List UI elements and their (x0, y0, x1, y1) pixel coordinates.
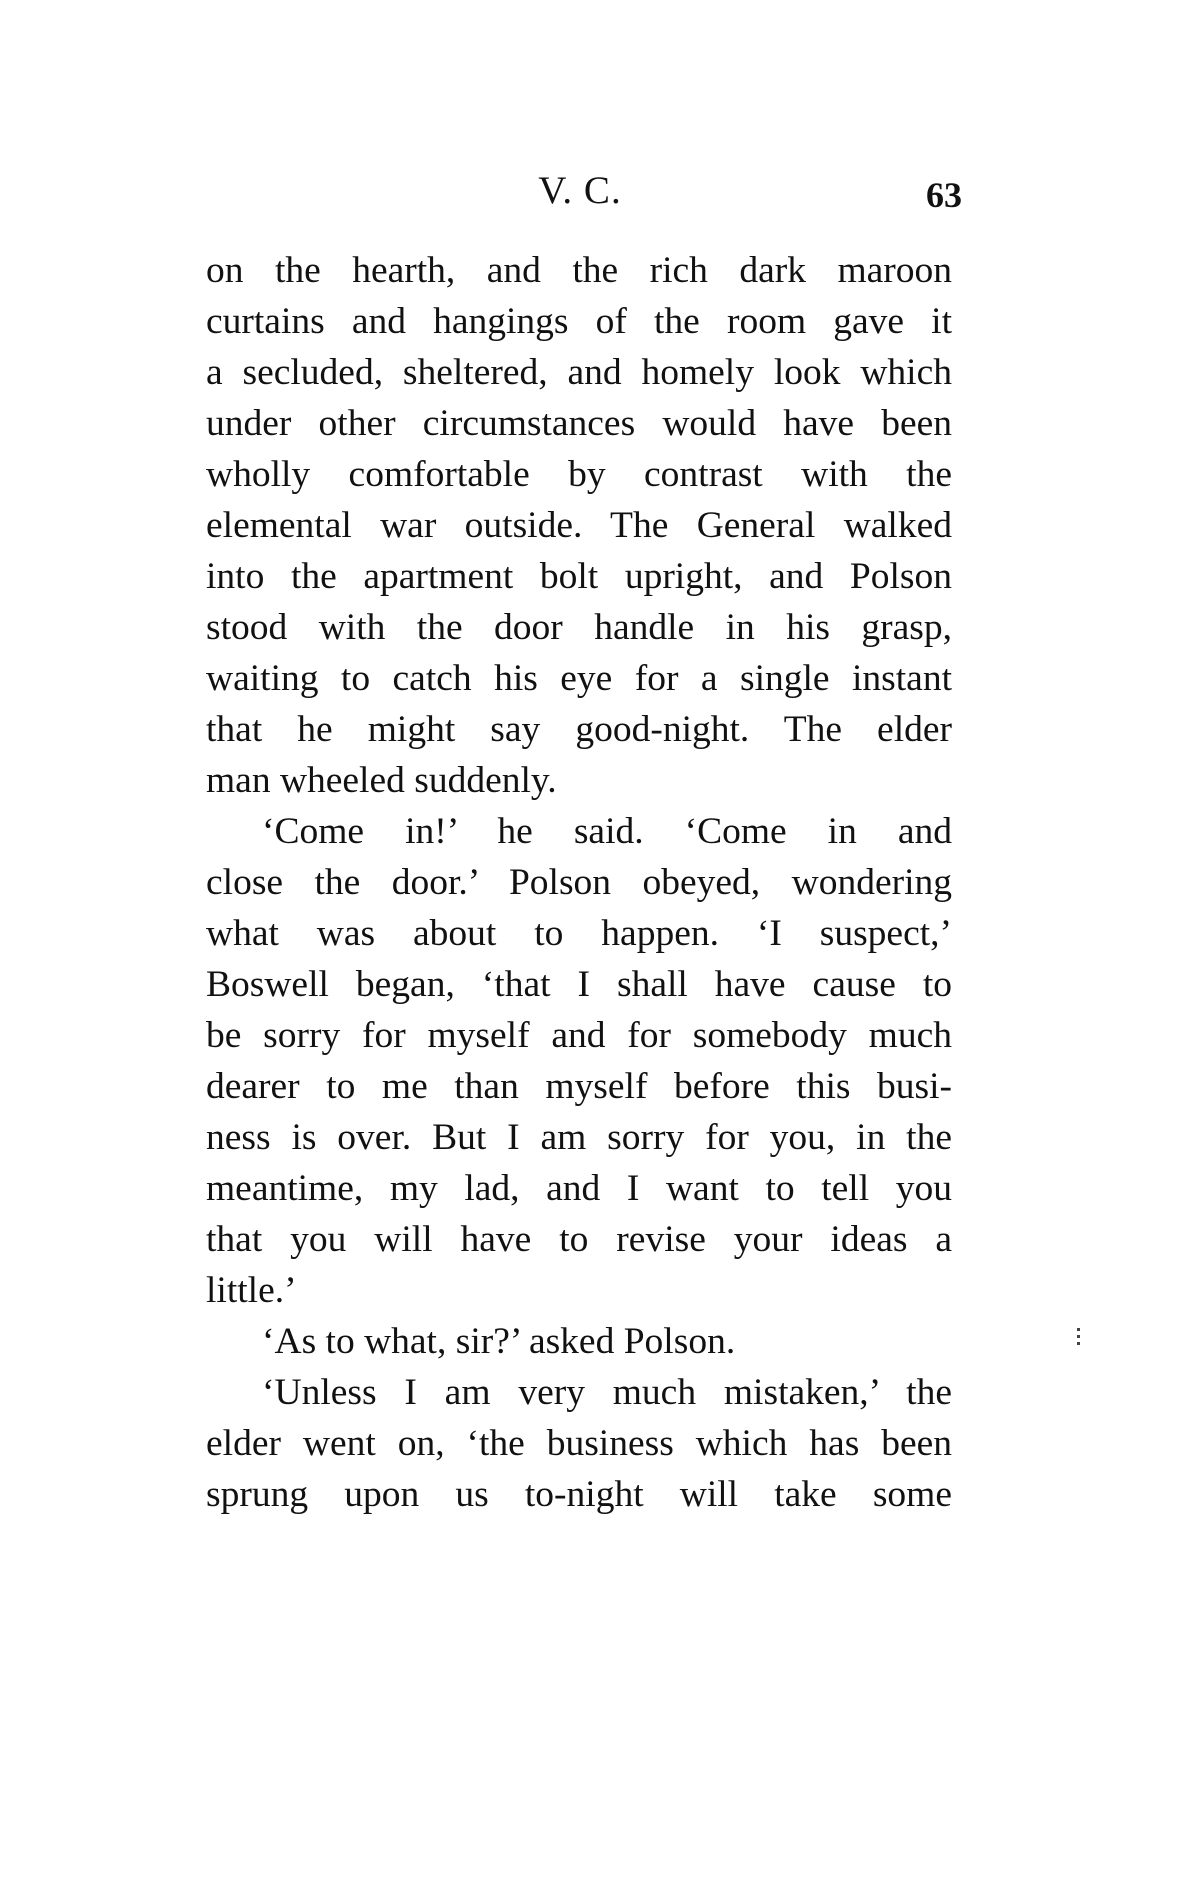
text-line: ‘Come in!’ he said. ‘Come in and (262, 811, 952, 852)
text-line: ‘Unless I am very much mistaken,’ the (262, 1372, 952, 1413)
text-line: under other circumstances would have been (206, 403, 952, 444)
text-line: sprung upon us to-night will take some (206, 1474, 952, 1515)
text-line: stood with the door handle in his grasp, (206, 607, 952, 648)
text-line: ness is over. But I am sorry for you, in the (206, 1117, 952, 1158)
body-text (206, 245, 952, 1520)
text-line: what was about to happen. ‘I suspect,’ (206, 913, 952, 954)
text-line: that he might say good-night. The elder (206, 709, 952, 750)
text-line: on the hearth, and the rich dark maroon (206, 250, 952, 291)
text-line: elder went on, ‘the business which has been (206, 1423, 952, 1464)
text-line: Boswell began, ‘that I shall have cause to (206, 964, 952, 1005)
text-line: close the door.’ Polson obeyed, wondering (206, 862, 952, 903)
text-line: dearer to me than myself before this busi- (206, 1066, 952, 1107)
text-line: meantime, my lad, and I want to tell you (206, 1168, 952, 1209)
text-line: be sorry for myself and for somebody much (206, 1015, 952, 1056)
text-line: that you will have to revise your ideas a (206, 1219, 952, 1260)
text-line: a secluded, sheltered, and homely look which (206, 352, 952, 393)
text-line: into the apartment bolt upright, and Polson (206, 556, 952, 597)
text-line: ‘As to what, sir?’ asked Polson. (262, 1321, 736, 1362)
running-title: V. C. (538, 169, 622, 212)
text-line: waiting to catch his eye for a single instant (206, 658, 952, 699)
margin-specks (1077, 1324, 1080, 1349)
text-line: man wheeled suddenly. (206, 760, 557, 801)
text-line: elemental war outside. The General walked (206, 505, 952, 546)
text-line: wholly comfortable by contrast with the (206, 454, 952, 495)
text-line: curtains and hangings of the room gave it (206, 301, 952, 342)
page-number: 63 (926, 175, 962, 215)
text-line: little.’ (206, 1270, 297, 1311)
